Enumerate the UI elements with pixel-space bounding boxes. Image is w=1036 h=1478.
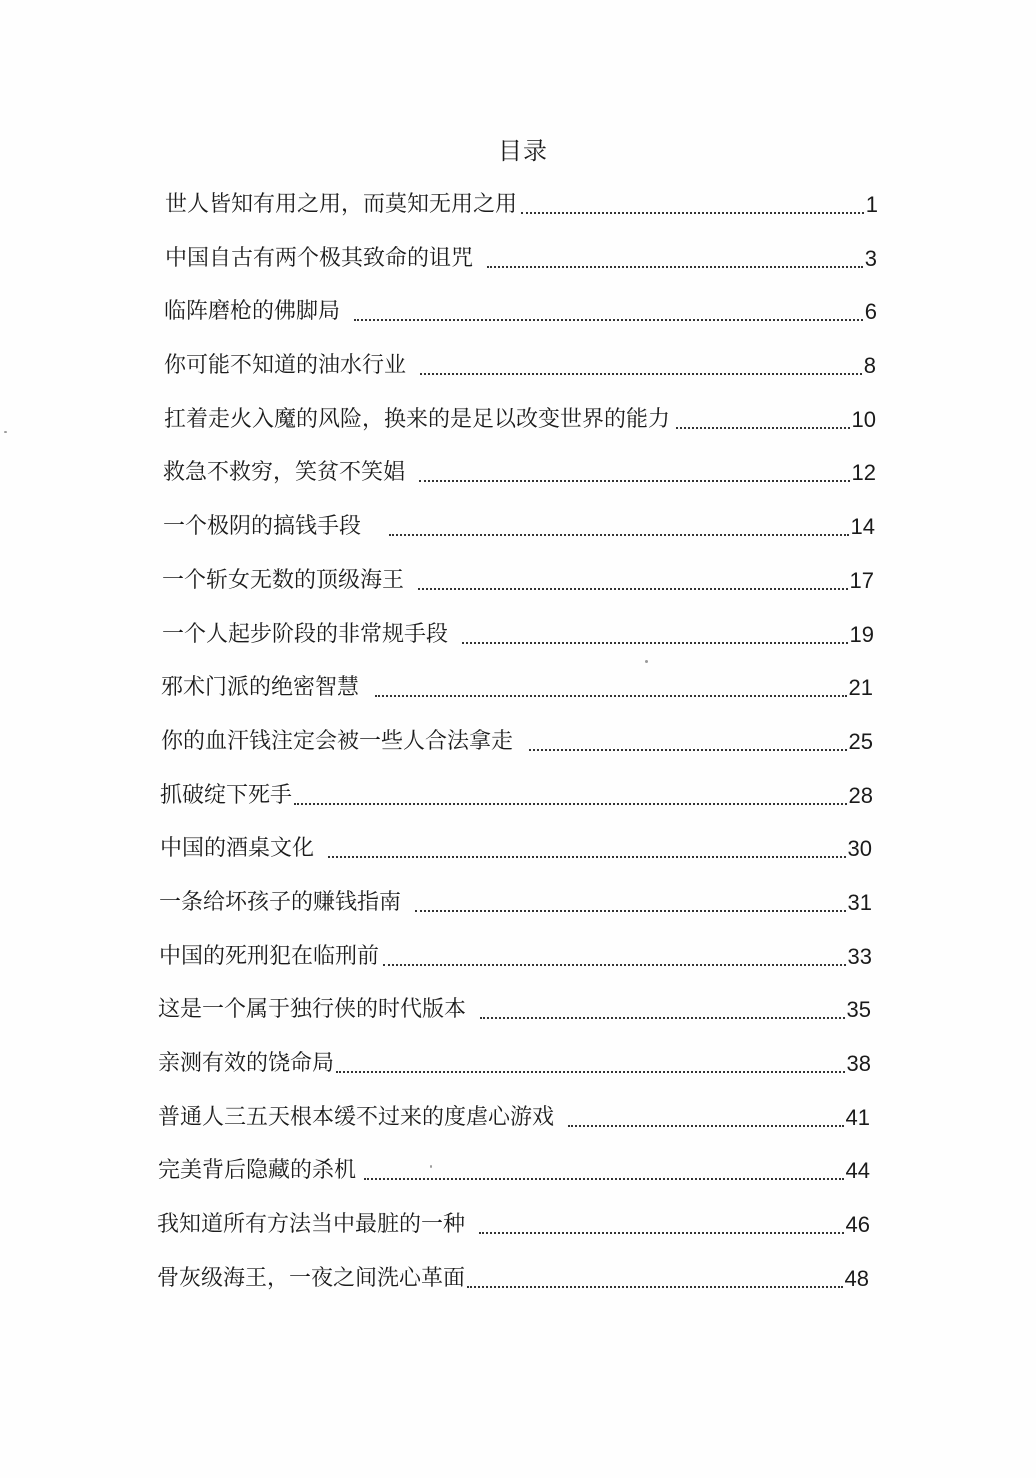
toc-entry-page: 25 — [848, 728, 873, 754]
dot-leader — [462, 617, 848, 653]
dot-leader — [420, 348, 862, 384]
toc-entry-page: 31 — [847, 889, 872, 915]
toc-entry-title: 扛着走火入魔的风险，换来的是足以改变世界的能力 — [164, 406, 671, 432]
toc-entry-title: 一个斩女无数的顶级海王 — [162, 567, 405, 593]
toc-entry[interactable] — [0, 992, 1036, 1046]
dot-leader — [389, 509, 849, 545]
toc-entry-title: 你可能不知道的油水行业 — [164, 353, 407, 379]
toc-entry-title: 抓破绽下死手 — [160, 782, 293, 808]
toc-entry-title: 世人皆知有用之用，而莫知无用之用 — [165, 192, 518, 217]
dot-leader — [480, 992, 845, 1028]
toc-entry-title: 中国的死刑犯在临刑前 — [159, 943, 380, 969]
toc-entry[interactable] — [0, 563, 1036, 617]
dot-leader — [328, 831, 846, 867]
toc-entry[interactable] — [0, 348, 1036, 402]
toc-entry-page: 1 — [865, 192, 878, 217]
toc-entry-page: 48 — [844, 1265, 869, 1291]
toc-entry-page: 28 — [848, 782, 873, 808]
toc-entry-page: 21 — [848, 675, 873, 701]
toc-entry-page: 12 — [851, 460, 876, 486]
toc-entry[interactable] — [0, 402, 1036, 456]
toc-entry[interactable] — [0, 831, 1036, 885]
toc-entry-title: 一个人起步阶段的非常规手段 — [162, 621, 449, 647]
toc-entry-page: 19 — [849, 621, 874, 647]
toc-entry[interactable] — [0, 187, 1036, 241]
toc-entry-title: 中国自古有两个极其致命的诅咒 — [165, 245, 474, 271]
dot-leader — [364, 1153, 844, 1189]
toc-entry[interactable] — [0, 1261, 1036, 1315]
toc-entry-title: 骨灰级海王，一夜之间洗心革面 — [157, 1265, 466, 1291]
toc-entry-page: 41 — [845, 1104, 870, 1130]
toc-entry-page: 6 — [864, 299, 877, 325]
toc-entry-title: 邪术门派的绝密智慧 — [161, 675, 360, 701]
toc-entry[interactable] — [0, 724, 1036, 778]
toc-entry[interactable] — [0, 1153, 1036, 1207]
toc-entry-page: 30 — [847, 836, 872, 862]
toc-entry-title: 一条给坏孩子的赚钱指南 — [159, 889, 402, 915]
toc-entry-page: 44 — [845, 1158, 870, 1184]
toc-entry[interactable] — [0, 885, 1036, 939]
toc-entry-title: 临阵磨枪的佛脚局 — [164, 299, 341, 325]
dot-leader — [487, 241, 863, 277]
toc-entry-page: 14 — [850, 514, 875, 540]
toc-entry-page: 10 — [851, 406, 876, 432]
dot-leader — [415, 885, 846, 921]
dot-leader — [419, 455, 850, 491]
dot-leader — [676, 402, 850, 438]
dot-leader — [336, 1046, 845, 1082]
toc-entry[interactable] — [0, 1207, 1036, 1261]
toc-entry-title: 我知道所有方法当中最脏的一种 — [157, 1212, 466, 1238]
toc-entry-title: 救急不救穷，笑贫不笑娼 — [163, 460, 406, 486]
scan-speck — [645, 660, 648, 663]
dot-leader — [479, 1207, 844, 1243]
dot-leader — [568, 1100, 844, 1136]
toc-entry[interactable] — [0, 617, 1036, 671]
toc-title: 目录 — [498, 137, 548, 165]
toc-entry-title: 这是一个属于独行侠的时代版本 — [158, 997, 467, 1023]
dot-leader — [375, 670, 847, 706]
dot-leader — [467, 1261, 843, 1297]
dot-leader — [294, 778, 847, 814]
toc-list — [0, 187, 1036, 1314]
dot-leader — [521, 187, 864, 223]
toc-entry[interactable] — [0, 294, 1036, 348]
toc-entry-title: 你的血汗钱注定会被一些人合法拿走 — [161, 728, 514, 754]
toc-entry-page: 17 — [849, 567, 874, 593]
toc-entry[interactable] — [0, 1046, 1036, 1100]
toc-entry-page: 35 — [846, 997, 871, 1023]
toc-entry-title: 普通人三五天根本缓不过来的度虐心游戏 — [158, 1104, 555, 1130]
toc-entry-page: 46 — [845, 1212, 870, 1238]
toc-entry-page: 33 — [847, 943, 872, 969]
dot-leader — [529, 724, 847, 760]
dot-leader — [354, 294, 863, 330]
toc-entry-page: 3 — [864, 245, 877, 271]
toc-entry[interactable] — [0, 1100, 1036, 1154]
toc-entry[interactable] — [0, 241, 1036, 295]
scan-speck — [4, 431, 7, 433]
toc-entry-title: 一个极阴的搞钱手段 — [163, 514, 362, 540]
dot-leader — [418, 563, 848, 599]
toc-entry[interactable] — [0, 778, 1036, 832]
toc-entry-page: 8 — [863, 353, 876, 379]
toc-entry-page: 38 — [846, 1051, 871, 1076]
toc-entry-title: 完美背后隐藏的杀机 — [158, 1158, 357, 1184]
toc-entry-title: 亲测有效的饶命局 — [158, 1051, 335, 1076]
dot-leader — [383, 939, 846, 975]
toc-entry-title: 中国的酒桌文化 — [160, 836, 315, 862]
toc-entry[interactable] — [0, 455, 1036, 509]
toc-entry[interactable] — [0, 939, 1036, 993]
scan-speck — [430, 1165, 432, 1168]
toc-entry[interactable] — [0, 509, 1036, 563]
toc-entry[interactable] — [0, 670, 1036, 724]
